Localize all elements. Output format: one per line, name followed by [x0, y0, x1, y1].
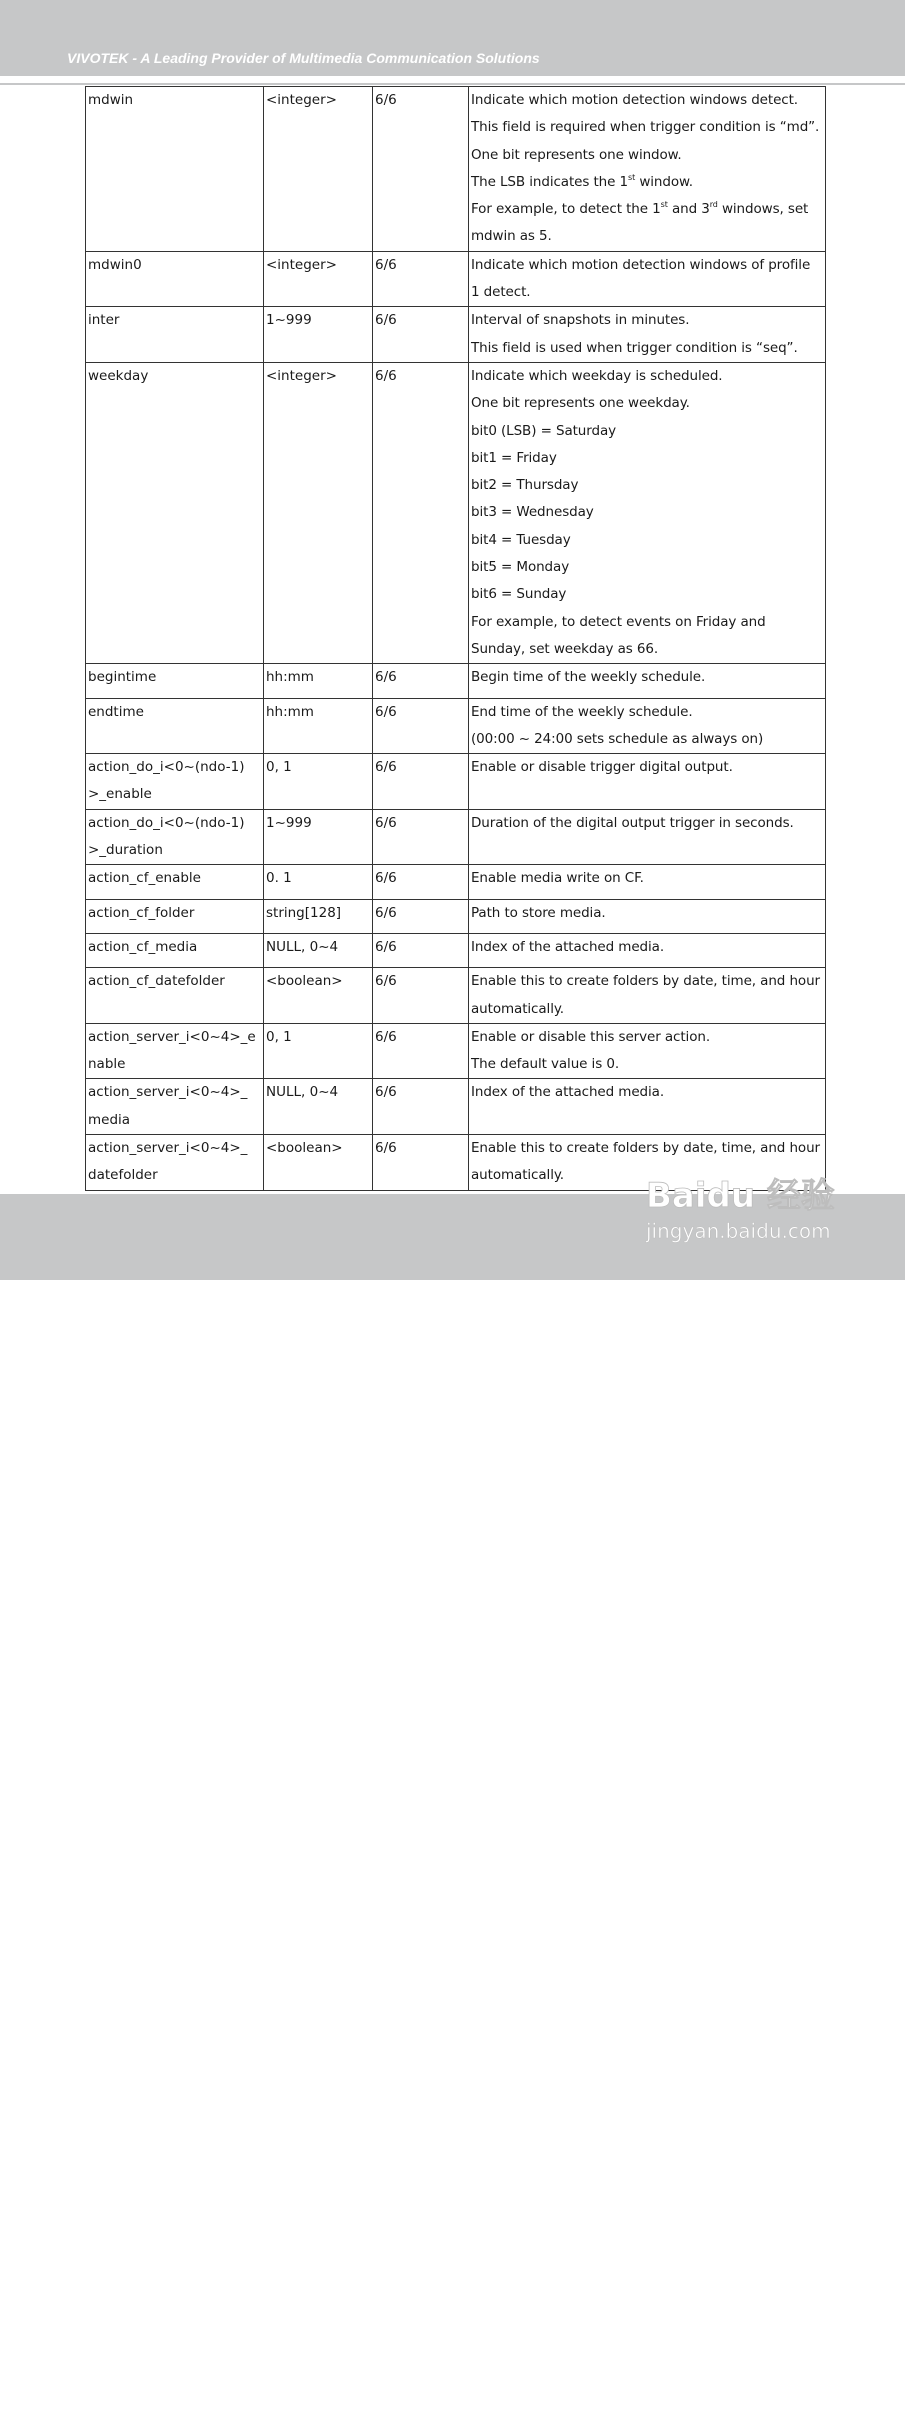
security-level-cell: 6/6 — [373, 933, 469, 967]
parameter-name-line: endtime — [88, 703, 144, 720]
parameter-name-cell — [86, 698, 264, 754]
security-level-cell: 6/6 — [373, 809, 469, 865]
description-line: Indicate which motion detection windows detect. — [471, 92, 798, 108]
description-line: (00:00 ~ 24:00 sets schedule as always on) — [471, 730, 764, 747]
ordinal-suffix: st — [660, 200, 668, 210]
parameter-name-line: datefolder — [88, 1167, 158, 1184]
header-divider — [0, 83, 905, 85]
parameter-value-cell: 0. 1 — [264, 865, 373, 899]
description-line: bit4 = Tuesday — [471, 531, 571, 548]
security-level-cell: 6/6 — [373, 307, 469, 363]
security-level-cell: 6/6 — [373, 87, 469, 252]
description-line: Indicate which weekday is scheduled. — [471, 367, 723, 384]
parameter-name-cell — [86, 251, 264, 307]
page-footer — [0, 1194, 905, 2417]
parameter-name-line: mdwin — [88, 92, 134, 108]
description-line: For example, to detect events on Friday and — [471, 613, 766, 630]
description-line: automatically. — [471, 1000, 565, 1017]
page-header — [0, 0, 905, 76]
description-cell — [469, 1023, 826, 1079]
parameter-name-line: action_server_i<0~4>_ — [88, 1139, 248, 1156]
table-row — [86, 1079, 826, 1135]
table-row — [86, 307, 826, 363]
table-row — [86, 362, 826, 663]
watermark-brand: Baidu 经验 — [646, 1176, 835, 1216]
description-line: 1 detect. — [471, 284, 531, 301]
description-text: For example, to detect the 1 — [471, 201, 661, 218]
description-line: Sunday, set weekday as 66. — [471, 640, 659, 657]
table-row — [86, 899, 826, 933]
ordinal-suffix: st — [628, 172, 636, 182]
table-row — [86, 251, 826, 307]
table-row — [86, 933, 826, 967]
description-line: Enable or disable trigger digital output. — [471, 759, 733, 776]
parameter-name-line: action_cf_enable — [88, 870, 201, 887]
parameter-name-line: mdwin0 — [88, 256, 142, 273]
parameter-name-line: action_cf_datefolder — [88, 973, 225, 990]
parameter-value-cell: 1~999 — [264, 809, 373, 865]
parameter-value-cell: 0, 1 — [264, 1023, 373, 1079]
parameter-value-cell: <integer> — [264, 362, 373, 663]
parameter-name-line: action_server_i<0~4>_ — [88, 1084, 248, 1101]
parameter-name-line: begintime — [88, 669, 157, 686]
parameter-name-cell — [86, 1023, 264, 1079]
description-line — [471, 196, 825, 223]
description-line: Index of the attached media. — [471, 1084, 665, 1101]
description-text: and 3 — [667, 201, 710, 218]
description-cell — [469, 698, 826, 754]
description-cell — [469, 664, 826, 698]
parameter-name-line: action_do_i<0~(ndo-1) — [88, 759, 245, 776]
description-line: automatically. — [471, 1167, 565, 1184]
description-line: This field is required when trigger condition is “md”. — [471, 119, 820, 136]
header-title: VIVOTEK - A Leading Provider of Multimedia Communication Solutions — [67, 50, 540, 66]
description-text: windows, set — [717, 201, 809, 218]
parameter-name-cell — [86, 754, 264, 810]
security-level-cell: 6/6 — [373, 251, 469, 307]
description-cell — [469, 899, 826, 933]
parameter-name-cell — [86, 362, 264, 663]
description-line: bit5 = Monday — [471, 559, 570, 576]
parameter-value-cell: hh:mm — [264, 664, 373, 698]
parameter-value-cell: 0, 1 — [264, 754, 373, 810]
security-level-cell: 6/6 — [373, 1023, 469, 1079]
description-cell — [469, 1134, 826, 1190]
description-text: window. — [635, 173, 693, 190]
table-row — [86, 865, 826, 899]
description-line: Begin time of the weekly schedule. — [471, 669, 706, 686]
description-cell — [469, 251, 826, 307]
parameter-name-cell — [86, 1079, 264, 1135]
description-line: bit0 (LSB) = Saturday — [471, 422, 617, 439]
parameter-name-cell — [86, 899, 264, 933]
parameter-name-line: action_server_i<0~4>_e — [88, 1028, 256, 1045]
description-line: Path to store media. — [471, 904, 606, 921]
parameter-name-line: nable — [88, 1056, 126, 1073]
description-line: One bit represents one weekday. — [471, 395, 690, 412]
description-cell — [469, 933, 826, 967]
description-line: Enable this to create folders by date, time, and hour — [471, 973, 820, 990]
parameter-name-cell — [86, 865, 264, 899]
security-level-cell: 6/6 — [373, 664, 469, 698]
parameter-value-cell: string[128] — [264, 899, 373, 933]
table-row — [86, 968, 826, 1024]
parameter-value-cell: 1~999 — [264, 307, 373, 363]
parameter-value-cell: <integer> — [264, 87, 373, 252]
table-row — [86, 1134, 826, 1190]
parameter-name-line: >_enable — [88, 786, 152, 803]
description-line: Enable media write on CF. — [471, 870, 644, 887]
parameter-name-cell — [86, 664, 264, 698]
table-row — [86, 87, 826, 252]
security-level-cell: 6/6 — [373, 865, 469, 899]
parameter-value-cell: <boolean> — [264, 968, 373, 1024]
description-line: Duration of the digital output trigger in seconds. — [471, 814, 794, 831]
description-cell — [469, 307, 826, 363]
security-level-cell: 6/6 — [373, 754, 469, 810]
description-line — [471, 169, 825, 196]
parameter-name-line: action_cf_folder — [88, 904, 195, 921]
description-line: Interval of snapshots in minutes. — [471, 312, 690, 329]
description-line: bit6 = Sunday — [471, 586, 567, 603]
description-line: End time of the weekly schedule. — [471, 703, 693, 720]
description-cell — [469, 968, 826, 1024]
description-line: bit1 = Friday — [471, 449, 557, 466]
description-cell — [469, 1079, 826, 1135]
table-row — [86, 664, 826, 698]
parameter-value-cell: hh:mm — [264, 698, 373, 754]
parameter-name-line: media — [88, 1111, 131, 1128]
parameter-name-line: weekday — [88, 367, 149, 384]
parameter-name-cell — [86, 87, 264, 252]
description-line: Index of the attached media. — [471, 938, 665, 955]
description-line: Enable this to create folders by date, time, and hour — [471, 1139, 820, 1156]
parameter-table-body — [86, 87, 826, 1191]
parameter-name-cell — [86, 1134, 264, 1190]
description-cell — [469, 754, 826, 810]
watermark-url: jingyan.baidu.com — [646, 1219, 831, 1243]
description-line: mdwin as 5. — [471, 228, 552, 245]
security-level-cell: 6/6 — [373, 968, 469, 1024]
parameter-name-cell — [86, 307, 264, 363]
table-row — [86, 698, 826, 754]
security-level-cell: 6/6 — [373, 899, 469, 933]
parameter-name-line: action_do_i<0~(ndo-1) — [88, 814, 245, 831]
parameter-value-cell: NULL, 0~4 — [264, 1079, 373, 1135]
description-line: Enable or disable this server action. — [471, 1028, 711, 1045]
parameter-name-line: inter — [88, 312, 120, 329]
parameter-name-cell — [86, 933, 264, 967]
ordinal-suffix: rd — [709, 200, 718, 210]
description-line: bit2 = Thursday — [471, 477, 579, 494]
description-line: Indicate which motion detection windows of profile — [471, 256, 811, 273]
parameter-value-cell: NULL, 0~4 — [264, 933, 373, 967]
parameter-value-cell: <integer> — [264, 251, 373, 307]
table-row — [86, 1023, 826, 1079]
description-cell — [469, 362, 826, 663]
description-line: This field is used when trigger condition is “seq”. — [471, 339, 798, 356]
description-text: The LSB indicates the 1 — [471, 173, 629, 190]
table-row — [86, 809, 826, 865]
security-level-cell: 6/6 — [373, 698, 469, 754]
footer-page-label: 110 - User's Manual — [67, 2403, 174, 2417]
parameter-name-cell — [86, 968, 264, 1024]
description-cell — [469, 87, 826, 252]
table-row — [86, 754, 826, 810]
description-cell — [469, 865, 826, 899]
parameter-table — [85, 86, 826, 1191]
parameter-name-line: >_duration — [88, 842, 163, 859]
parameter-name-cell — [86, 809, 264, 865]
security-level-cell: 6/6 — [373, 1134, 469, 1190]
security-level-cell: 6/6 — [373, 362, 469, 663]
description-line: The default value is 0. — [471, 1056, 620, 1073]
description-cell — [469, 809, 826, 865]
description-line: One bit represents one window. — [471, 146, 682, 163]
description-line: bit3 = Wednesday — [471, 504, 594, 521]
security-level-cell: 6/6 — [373, 1079, 469, 1135]
parameter-name-line: action_cf_media — [88, 938, 198, 955]
parameter-value-cell: <boolean> — [264, 1134, 373, 1190]
